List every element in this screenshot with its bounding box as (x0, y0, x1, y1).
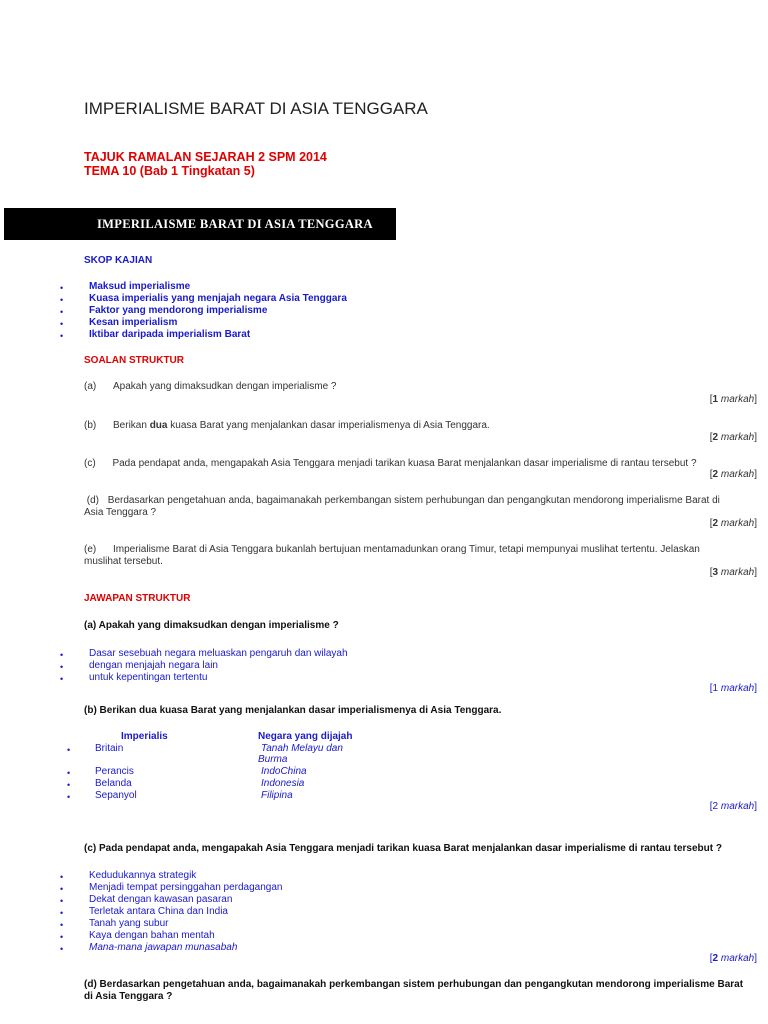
bullet-icon: • (60, 331, 64, 341)
negara-cell: Tanah Melayu dan (261, 743, 343, 754)
bullet-icon: • (60, 295, 64, 305)
imperialis-cell: Sepanyol (95, 790, 137, 801)
answer-item: Mana-mana jawapan munasabah (89, 942, 238, 953)
skop-item: Faktor yang mendorong imperialisme (89, 305, 268, 316)
bullet-icon: • (60, 662, 64, 672)
mark-d: [2 markah] (709, 518, 757, 529)
answer-mark-b: [2 markah] (709, 801, 757, 812)
bullet-icon: • (60, 650, 64, 660)
bullet-icon: • (60, 674, 64, 684)
skop-heading: SKOP KAJIAN (84, 255, 153, 266)
bullet-icon: • (67, 780, 71, 790)
answer-question-b: (b) Berikan dua kuasa Barat yang menjalankan dasar imperialismenya di Asia Tenggara. (84, 705, 502, 716)
question-d (84, 495, 734, 519)
soalan-heading: SOALAN STRUKTUR (84, 355, 184, 366)
answer-mark-c: [2 markah] (709, 953, 757, 964)
bullet-icon: • (60, 872, 64, 882)
bullet-icon: • (60, 908, 64, 918)
question-label: (b) (84, 420, 97, 431)
bullet-icon: • (60, 896, 64, 906)
question-label: (e) (84, 544, 97, 555)
subtitle-line-1: TAJUK RAMALAN SEJARAH 2 SPM 2014 (84, 150, 327, 164)
answer-item: Terletak antara China dan India (89, 906, 228, 917)
imperialis-cell: Perancis (95, 766, 134, 777)
question-text: Apakah yang dimaksudkan dengan imperialisme ? (113, 381, 337, 392)
skop-item: Kuasa imperialis yang menjajah negara Asia Tenggara (89, 293, 347, 304)
question-text: Pada pendapat anda, mengapakah Asia Tenggara menjadi tarikan kuasa Barat menjalankan dasar imperialisme di rantau tersebut ? (112, 458, 697, 469)
bullet-icon: • (60, 319, 64, 329)
bullet-icon: • (60, 932, 64, 942)
subtitle-line-2: TEMA 10 (Bab 1 Tingkatan 5) (84, 164, 255, 178)
question-a (84, 381, 336, 392)
question-b (84, 420, 490, 431)
bullet-icon: • (60, 307, 64, 317)
answer-item: Dekat dengan kawasan pasaran (89, 894, 233, 905)
question-text: Berdasarkan pengetahuan anda, bagaimanakah perkembangan sistem perhubungan dan pengangkutan mendorong imperialisme Barat di Asia Tenggara ? (84, 495, 720, 518)
banner-text: IMPERILAISME BARAT DI ASIA TENGGARA (97, 216, 373, 231)
mark-c: [2 markah] (709, 469, 757, 480)
negara-cell: Indonesia (261, 778, 305, 789)
mark-e: [3 markah] (709, 567, 757, 578)
answer-question-d: (d) Berdasarkan pengetahuan anda, bagaimanakah perkembangan sistem perhubungan dan pengangkutan mendorong imperialisme Barat di Asia Tenggara ? (84, 979, 744, 1002)
answer-item: dengan menjajah negara lain (89, 660, 218, 671)
answer-item: untuk kepentingan tertentu (89, 672, 208, 683)
answer-question-a: (a) Apakah yang dimaksudkan dengan imperialisme ? (84, 620, 339, 631)
skop-item: Iktibar daripada imperialism Barat (89, 329, 251, 340)
negara-cell: Filipina (261, 790, 293, 801)
page-title: IMPERIALISME BARAT DI ASIA TENGGARA (84, 99, 428, 118)
answer-item: Menjadi tempat persinggahan perdagangan (89, 882, 283, 893)
imperialis-cell: Belanda (95, 778, 132, 789)
answer-item: Kaya dengan bahan mentah (89, 930, 215, 941)
question-e (84, 544, 734, 568)
mark-b: [2 markah] (709, 432, 757, 443)
answer-question-c: (c) Pada pendapat anda, mengapakah Asia Tenggara menjadi tarikan kuasa Barat menjalankan dasar imperialisme di rantau tersebut ? (84, 843, 722, 854)
question-label: (a) (84, 381, 97, 392)
bullet-icon: • (67, 792, 71, 802)
bullet-icon: • (60, 884, 64, 894)
answer-item: Dasar sesebuah negara meluaskan pengaruh dan wilayah (89, 648, 348, 659)
title-banner (4, 208, 396, 240)
bullet-icon: • (60, 944, 64, 954)
skop-item: Maksud imperialisme (89, 281, 191, 292)
bullet-icon: • (67, 768, 71, 778)
column-header-imperialis: Imperialis (121, 731, 168, 742)
answer-item: Tanah yang subur (89, 918, 169, 929)
question-label: (d) (86, 495, 100, 506)
question-text: Imperialisme Barat di Asia Tenggara bukanlah bertujuan mentamadunkan orang Timur, tetapi mempunyai muslihat tertentu. Jelaskan muslihat tersebut. (84, 544, 700, 567)
skop-item: Kesan imperialism (89, 317, 178, 328)
bullet-icon: • (60, 920, 64, 930)
mark-a: [1 markah] (709, 394, 757, 405)
answer-mark-a: [1 markah] (709, 683, 757, 694)
column-header-negara: Negara yang dijajah (258, 731, 353, 742)
imperialis-cell: Britain (95, 743, 124, 754)
bullet-icon: • (67, 745, 71, 755)
answer-item: Kedudukannya strategik (89, 870, 197, 881)
jawapan-heading: JAWAPAN STRUKTUR (84, 593, 191, 604)
question-text: Berikan dua kuasa Barat yang menjalankan dasar imperialismenya di Asia Tenggara. (113, 420, 490, 431)
question-label: (c) (84, 458, 96, 469)
negara-cell: Burma (258, 754, 288, 765)
negara-cell: IndoChina (261, 766, 307, 777)
question-c (84, 458, 697, 469)
bullet-icon: • (60, 283, 64, 293)
